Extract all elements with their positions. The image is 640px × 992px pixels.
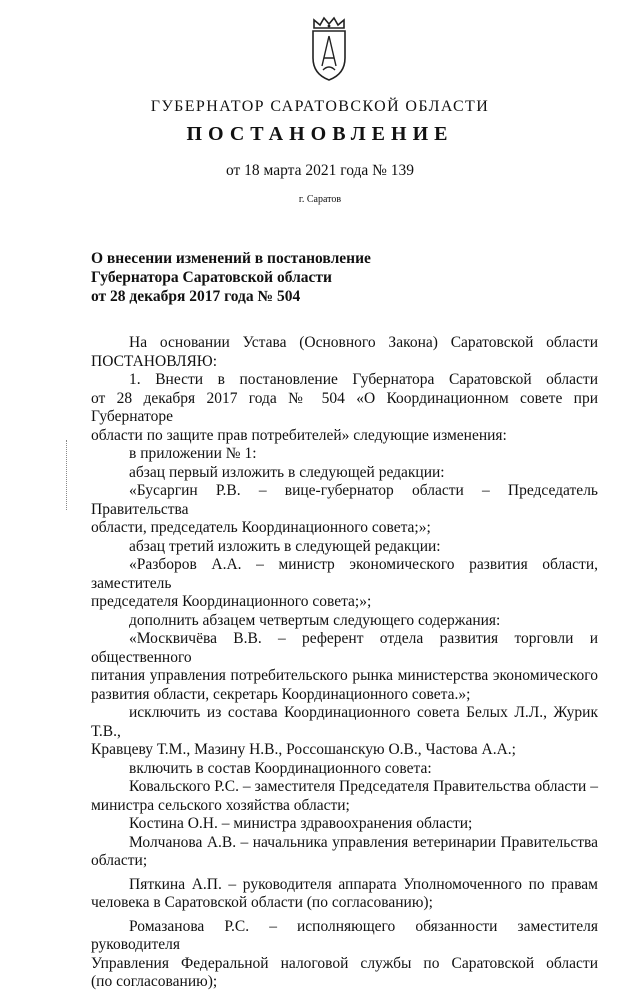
document-city: г. Саратов [298, 194, 342, 205]
body-line: дополнить абзацем четвертым следующего содержания: [129, 611, 501, 629]
body-line: Ромазанова Р.С. – исполняющего обязанности заместителя руководителя [91, 917, 598, 953]
body-line: (по согласованию); [91, 973, 218, 990]
saratov-coat-of-arms-icon [300, 14, 358, 82]
document-type-title: ПОСТАНОВЛЕНИЕ [186, 123, 454, 145]
body-line: от 28 декабря 2017 года № 504 «О Координационном совете при Губернаторе [91, 389, 598, 425]
document-body [91, 334, 598, 992]
subject-line: Губернатора Саратовской области [91, 269, 332, 286]
body-line: Пяткина А.П. – руководителя аппарата Уполномоченного по правам [129, 875, 598, 893]
body-line: Ковальского Р.С. – заместителя Председателя Правительства области – [129, 778, 598, 795]
body-line: абзац первый изложить в следующей редакции: [129, 463, 445, 481]
body-line: области по защите прав потребителей» следующие изменения: [91, 426, 507, 444]
body-line: Молчанова А.В. – начальника управления ветеринарии Правительства [129, 833, 598, 851]
document-subject [91, 249, 451, 306]
body-line: Костина О.Н. – министра здравоохранения области; [129, 815, 473, 832]
body-line: ПОСТАНОВЛЯЮ: [91, 352, 218, 370]
body-line: Управления Федеральной налоговой службы по Саратовской области [91, 954, 598, 972]
body-line: питания управления потребительского рынка министерства экономического [91, 667, 598, 684]
body-line: министра сельского хозяйства области; [91, 796, 350, 814]
body-line: «Москвичёва В.В. – референт отдела развития торговли и общественного [91, 630, 598, 666]
body-line: Кравцеву Т.М., Мазину Н.В., Россошанскую О.В., Частова А.А.; [91, 741, 516, 758]
body-line: председателя Координационного совета;»; [91, 593, 372, 610]
subject-line: от 28 декабря 2017 года № 504 [91, 288, 301, 305]
body-line: в приложении № 1: [129, 445, 257, 462]
body-line: исключить из состава Координационного совета Белых Л.Л., Журик Т.В., [91, 704, 598, 740]
body-line: 1. Внести в постановление Губернатора Саратовской области [129, 371, 598, 388]
body-line: «Бусаргин Р.В. – вице-губернатор области – Председатель Правительства [91, 482, 598, 518]
margin-mark [66, 440, 69, 510]
body-line: области; [91, 852, 148, 869]
body-line: включить в состав Координационного совета: [129, 759, 432, 777]
document-date-number: от 18 марта 2021 года № 139 [225, 162, 415, 179]
body-line: области, председатель Координационного совета;»; [91, 519, 431, 536]
body-line: абзац третий изложить в следующей редакции: [129, 537, 441, 555]
body-line: развития области, секретарь Координационного совета.»; [91, 685, 471, 703]
issuing-authority: ГУБЕРНАТОР САРАТОВСКОЙ ОБЛАСТИ [150, 98, 490, 115]
body-line: На основании Устава (Основного Закона) Саратовской области [129, 334, 598, 351]
subject-line: О внесении изменений в постановление [91, 250, 371, 267]
body-line: человека в Саратовской области (по согласованию); [91, 894, 433, 911]
body-line: «Разборов А.А. – министр экономического развития области, заместитель [91, 556, 598, 592]
